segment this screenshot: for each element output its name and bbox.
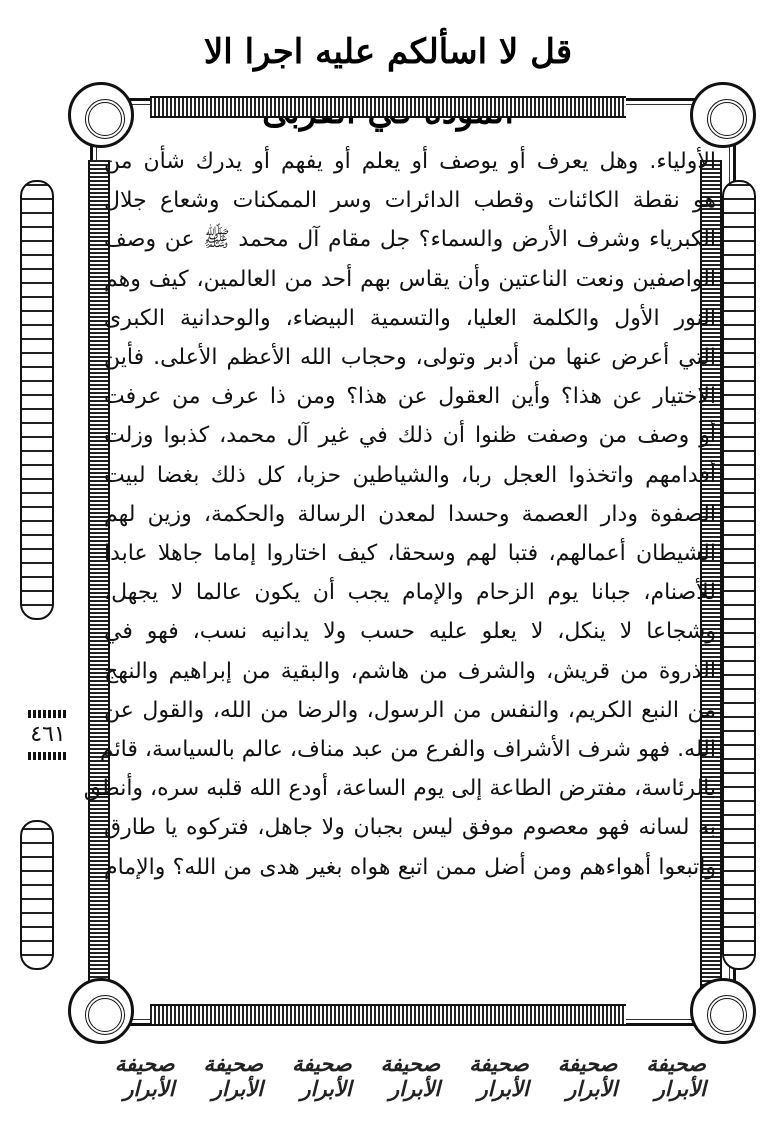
- body-line-9: أقدامهم واتخذوا العجل ربا، والشياطين حزبا، كل ذلك بغضا لبيت: [104, 462, 716, 488]
- body-line-3: الكبرياء وشرف الأرض والسماء؟ جل مقام آل محمد ﷺ عن وصف: [104, 227, 716, 253]
- page-number: [22, 706, 74, 786]
- body-line-1: الأولياء. وهل يعرف أو يوصف أو يعلم أو يفهم أو يدرك شأن من: [104, 149, 716, 174]
- frame-top-bar: [150, 96, 626, 118]
- right-border-ornament: [722, 180, 756, 970]
- frame-bottom-bar: [150, 1004, 626, 1026]
- body-line-13: وشجاعا لا ينكل، لا يعلو عليه حسب ولا يدانيه نسب، فهو في: [104, 619, 716, 645]
- frame-corner-top-left: [68, 82, 134, 148]
- body-line-17: بالرئاسة، مفترض الطاعة إلى يوم الساعة، أودع الله قلبه سره، وأنطق: [83, 776, 716, 802]
- frame-corner-bottom-right: [690, 978, 756, 1044]
- footer-book-title-4: صحيفة الأبرار: [380, 1051, 441, 1101]
- page-number-rule-bottom: [28, 752, 68, 760]
- body-line-2: هو نقطة الكائنات وقطب الدائرات وسر الممكنات وشعاع جلال: [104, 188, 716, 214]
- page-number-value: ٤٦١: [30, 722, 66, 747]
- body-line-8: أو وصف من وصفت ظنوا أن ذلك في غير آل محمد، كذبوا وزلت: [104, 423, 716, 449]
- frame-corner-bottom-left: [68, 978, 134, 1044]
- footer-book-title-1: صحيفة الأبرار: [646, 1051, 706, 1101]
- page-header-title: قل لا اسألكم عليه اجرا الا: [203, 32, 573, 72]
- footer-book-title-3: صحيفة الأبرار: [469, 1051, 529, 1101]
- body-line-10: الصفوة ودار العصمة وحسدا لمعدن الرسالة والحكمة، وزين لهم: [104, 501, 716, 527]
- body-line-11: الشيطان أعمالهم، فتبا لهم وسحقا، كيف اختاروا إماما جاهلا عابدا: [104, 541, 716, 567]
- body-line-12: للأصنام، جبانا يوم الزحام والإمام يجب أن يكون عالما لا يجهل،: [104, 580, 716, 606]
- body-line-5: النور الأول والكلمة العليا، والتسمية البيضاء، والوحدانية الكبرى: [104, 305, 716, 331]
- body-line-6: التي أعرض عنها من أدبر وتولى، وحجاب الله الأعظم الأعلى. فأين: [104, 345, 716, 371]
- footer-book-title-7: صحيفة الأبرار: [114, 1051, 175, 1101]
- page-number-rule-top: [28, 710, 68, 718]
- left-border-ornament: [20, 180, 54, 620]
- body-line-18: به لسانه فهو معصوم موفق ليس بجبان ولا جاهل، فتركوه يا طارق: [104, 815, 716, 841]
- footer-book-title-6: صحيفة الأبرار: [203, 1051, 264, 1101]
- page-footer: [86, 1048, 706, 1104]
- body-line-7: الاختيار عن هذا؟ وأين العقول عن هذا؟ ومن ذا عرف من عرفت: [104, 384, 716, 410]
- left-border-ornament-lower: [20, 820, 54, 970]
- body-line-16: الله. فهو شرف الأشراف والفرع من عبد مناف، عالم بالسياسة، قائم: [99, 737, 716, 763]
- body-line-4: الواصفين ونعت الناعتين وأن يقاس بهم أحد من العالمين، كيف وهم: [104, 266, 716, 292]
- body-line-15: من النبع الكريم، والنفس من الرسول، والرضا من الله، والقول عن: [104, 697, 716, 723]
- frame-corner-top-right: [690, 82, 756, 148]
- footer-book-title-5: صحيفة الأبرار: [292, 1051, 352, 1101]
- body-text: [83, 142, 716, 968]
- body-line-19: واتبعوا أهواءهم ومن أضل ممن اتبع هواه بغير هدى من الله؟ والإمام: [104, 854, 716, 880]
- body-line-14: الذروة من قريش، والشرف من هاشم، والبقية من إبراهيم والنهج: [104, 658, 716, 684]
- footer-book-title-2: صحيفة الأبرار: [557, 1051, 618, 1101]
